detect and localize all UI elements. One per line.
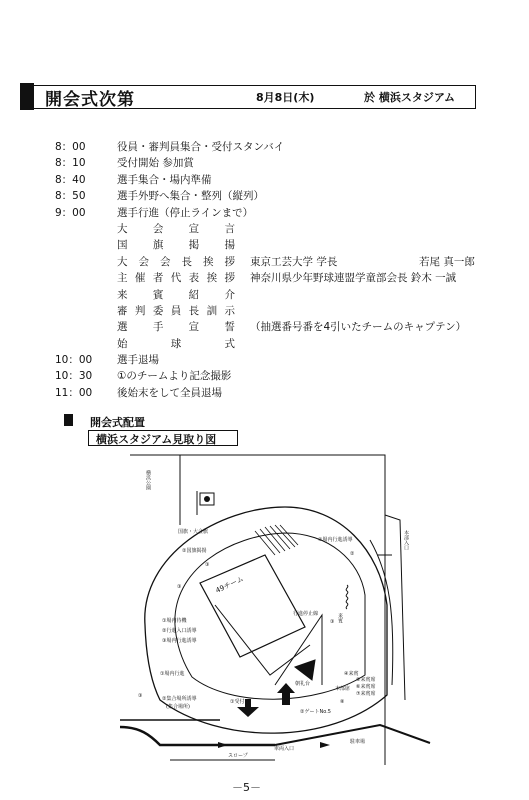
page-title: 開会式次第 [45,90,135,110]
section-title: 開会式配置 [90,416,145,429]
schedule-time: 8：50 [55,190,86,203]
right-arrow-icon [320,742,330,748]
map-title: 横浜スタジアム見取り図 [96,433,217,446]
header-block-mark [20,83,34,110]
parking-label: 駐車場 [350,739,366,745]
bus-entry-label: 車両入口 [274,746,295,752]
march-path [275,615,322,685]
right-list4-label: ⑦来賓席 [356,691,376,697]
left-a-label: ③ [138,693,143,699]
staging1-label: ②集合場所誘導 [162,696,197,702]
road-arrows [120,727,275,745]
staging2-label: (集合場所) [166,704,190,710]
gate-label: ②ゲートNo.5 [300,709,331,715]
ceremony-person: （抽選番号番を4引いたチームのキャプテン） [250,321,467,334]
list1-label: ①場内待機 [162,618,187,624]
schedule-time: 10：00 [55,354,93,367]
schedule-desc: 役員・審判員集合・受付スタンバイ [117,141,285,153]
reception-label: ①受付 [230,699,245,705]
schedule-desc: 受付開始 参加賞 [117,157,194,170]
schedule-desc: ①のチームより記念撮影 [117,370,232,383]
flag-sun-icon [204,496,210,502]
stadium-map [100,445,520,765]
schedule-time: 8：00 [55,141,86,153]
schedule-time: 8：10 [55,157,86,170]
ceremony-item: 主催者代表挨拶 [117,272,235,285]
schedule-time: 8：40 [55,173,86,186]
seat-label: ③ [330,619,335,625]
coil [346,585,348,609]
walkway-right-outer [385,515,405,700]
team-label: 49チーム [214,574,245,595]
ceremony-person: 東京工芸大学 学長 [250,255,338,268]
kokki-label: ②国旗掲揚 [182,548,207,554]
right-v-label: 本部入口 [403,530,409,550]
exit-label: ② [350,551,355,557]
schedule-desc: 後始末をして全員退場 [117,386,222,399]
event-date: 8月8日(木) [256,91,315,104]
right-arrow-icon [218,742,228,748]
ceremony-item: 来賓紹介 [117,288,235,301]
park-label: 横浜公園 [145,470,151,490]
schedule-desc: 選手集合・場内準備 [117,173,212,186]
schedule-time: 11：00 [55,386,93,399]
ceremony-item: 大会会長挨拶 [117,255,235,268]
ceremony-item: 始球式 [117,337,235,350]
stage-label: 朝礼台 [295,681,311,687]
schedule-time: 10：30 [55,370,93,383]
right-list5-label: ⑧ [340,699,345,705]
list3-label: ③場内行進誘導 [162,638,197,644]
entry-label: ①場内行進 [160,671,185,677]
ceremony-item: 大会宣言 [117,222,235,235]
flag-label: 国旗・大会旗 [178,529,209,535]
ceremony-item: 選手宣誓 [117,321,235,334]
right-list2-label: ⑤来賓席 [356,677,376,683]
home-plate-area [295,660,315,680]
schedule-desc: 選手外野へ集合・整列（縦列） [117,190,264,203]
page-number: －5－ [232,781,261,794]
up-arrow-icon [277,683,295,705]
right-list3-label: ⑥来賓席 [356,684,376,690]
park-boundary [130,455,385,765]
n1-label: ①場内行進誘導 [318,537,353,543]
section-mark [64,414,73,426]
ceremony-person: 神奈川県少年野球連盟学童部会長 鈴木 一誠 [250,272,457,285]
n3a-label: ③ [177,584,182,590]
event-venue: 於 横浜スタジアム [364,91,456,104]
ceremony-person-name: 若尾 真一郎 [419,255,475,268]
right-side-label: 来賓 [337,613,343,623]
honbu-label: 本部席 [335,686,351,692]
ceremony-item: 国旗掲揚 [117,239,235,252]
bleacher-stripes [255,525,298,555]
slope-label: スロープ [228,753,248,759]
schedule-desc: 選手行進（停止ラインまで） [117,206,254,219]
n3b-label: ③ [205,562,210,568]
schedule-desc: 選手退場 [117,354,159,367]
ceremony-item: 審判委員長訓示 [117,304,235,317]
mid-label: 行進停止線 [293,611,319,617]
list2-label: ②行進入口誘導 [162,628,197,634]
schedule-time: 9：00 [55,206,86,219]
right-list1-label: ④来賓 [344,671,359,677]
